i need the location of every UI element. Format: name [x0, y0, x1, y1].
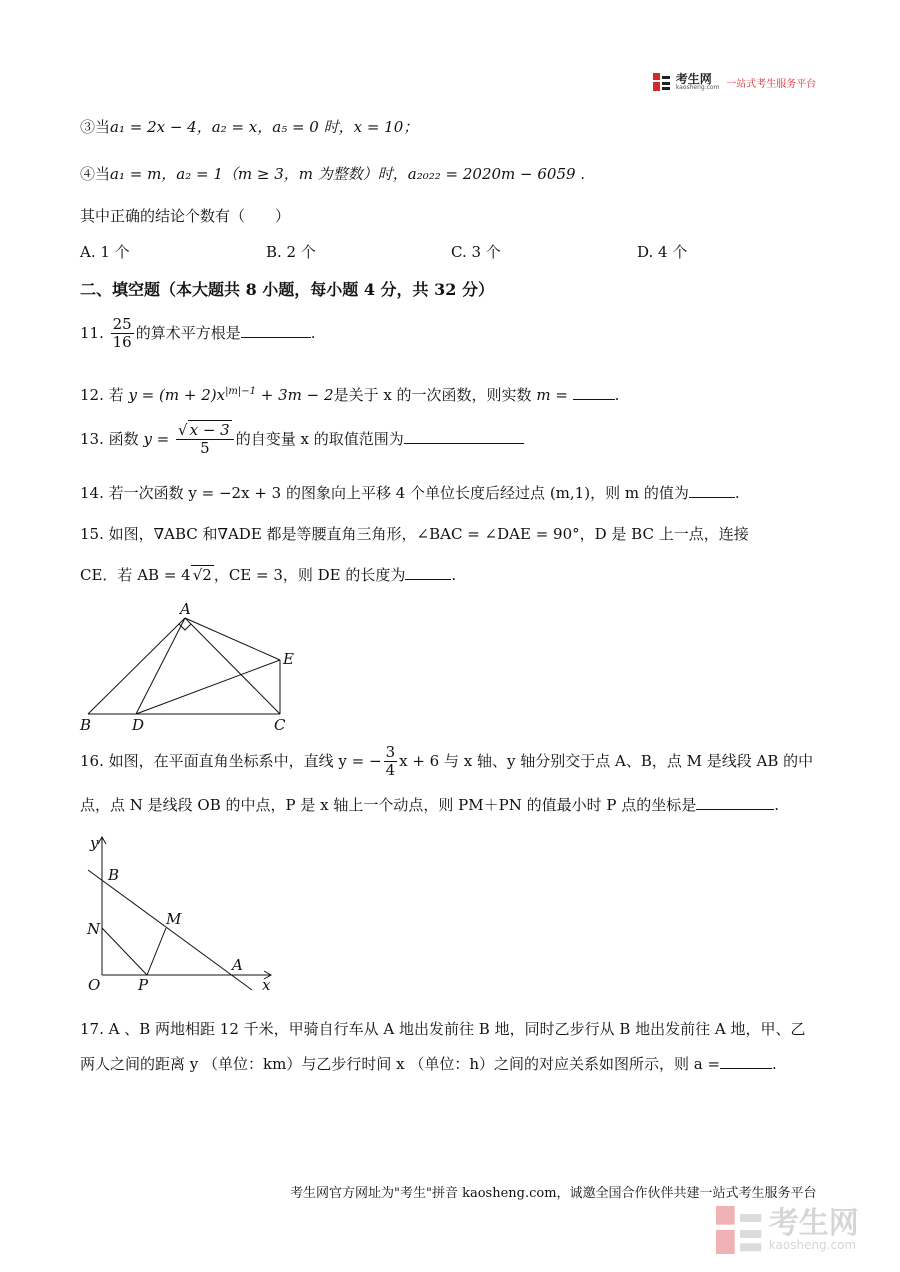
- q16-label-n: N: [87, 920, 101, 938]
- q15-label-b: B: [80, 716, 92, 734]
- logo-slogan: 一站式考生服务平台: [726, 78, 817, 90]
- logo-cn: 考生网: [675, 72, 712, 86]
- question-15-line1: 15. 如图，∇ABC 和∇ADE 都是等腰直角三角形，∠BAC = ∠DAE = 90°，D 是 BC 上一点，连接: [80, 525, 749, 543]
- q16-fraction: $\frac{3}{4}$: [385, 743, 396, 780]
- question-14: 14. 若一次函数 y = −2x + 3 的图象向上平移 4 个单位长度后经过点 (m,1)，则 m 的值为 .: [80, 484, 740, 502]
- question-16-line2: 点，点 N 是线段 OB 的中点，P 是 x 轴上一个动点，则 PM＋PN 的值最小时 P 点的坐标是 .: [80, 796, 779, 814]
- q16-label-y: y: [90, 834, 99, 852]
- q15-triangle-figure: [78, 600, 308, 735]
- q10-question: 其中正确的结论个数有（ ）: [80, 207, 291, 225]
- q16-label-o: O: [88, 976, 101, 994]
- kaosheng-logo-icon: [653, 73, 671, 91]
- q16-answer-blank[interactable]: [696, 795, 774, 810]
- footer-text: 考生网官方网址为"考生"拼音 kaosheng.com，诚邀全国合作伙伴共建一站式考生服务平台: [290, 1186, 817, 1201]
- q10-option-c: C. 3 个: [451, 243, 501, 261]
- q14-answer-blank[interactable]: [689, 483, 735, 498]
- q11-fraction: $\frac{25}{16}$: [112, 315, 132, 352]
- question-11: 11. $\frac{25}{16}$ 的算术平方根是 .: [80, 315, 316, 352]
- question-15-line2: CE．若 AB = 4 √2 ，CE = 3，则 DE 的长度为 .: [80, 566, 457, 584]
- q10-option-a: A. 1 个: [80, 243, 130, 261]
- watermark-cn: 考生网: [768, 1206, 859, 1241]
- q16-label-p: P: [138, 976, 149, 994]
- section-2-title: 二、填空题（本大题共 8 小题，每小题 4 分，共 32 分）: [80, 280, 494, 299]
- question-17-line1: 17. A 、B 两地相距 12 千米，甲骑自行车从 A 地出发前往 B 地，同时乙步行从 B 地出发前往 A 地，甲、乙: [80, 1020, 806, 1038]
- question-16-line1: 16. 如图，在平面直角坐标系中，直线 y = − $\frac{3}{4}$ x + 6 与 x 轴、y 轴分别交于点 A、B，点 M 是线段 AB 的中: [80, 743, 814, 780]
- q15-label-e: E: [283, 650, 294, 668]
- q15-label-a: A: [180, 600, 191, 618]
- q16-coordinate-figure: [80, 830, 285, 1000]
- watermark-en: kaosheng.com: [768, 1238, 857, 1252]
- q12-answer-blank[interactable]: [573, 385, 615, 400]
- q16-label-a: A: [232, 956, 243, 974]
- q15-label-c: C: [274, 716, 286, 734]
- logo-en: kaosheng.com: [675, 84, 720, 91]
- question-13: 13. 函数 y = $\frac{√ x - 3}{5}$ 的自变量 x 的取值范围为: [80, 422, 524, 458]
- q10-option-d: D. 4 个: [637, 243, 688, 261]
- q17-answer-blank[interactable]: [720, 1054, 772, 1069]
- q11-answer-blank[interactable]: [241, 323, 311, 338]
- q16-label-b: B: [108, 866, 120, 884]
- header-logo: [653, 72, 816, 94]
- q16-label-m: M: [166, 910, 182, 928]
- q15-answer-blank[interactable]: [405, 565, 451, 580]
- question-17-line2: 两人之间的距离 y （单位：km）与乙步行时间 x （单位：h）之间的对应关系如图所示，则 a = .: [80, 1055, 777, 1073]
- q16-label-x: x: [262, 976, 271, 994]
- q10-option-b: B. 2 个: [266, 243, 316, 261]
- q13-fraction: $\frac{√ x - 3}{5}$: [176, 422, 234, 458]
- watermark: [716, 1206, 859, 1254]
- q13-answer-blank[interactable]: [404, 429, 524, 444]
- q15-label-d: D: [132, 716, 145, 734]
- q10-item3: ③当a₁ = 2x − 4，a₂ = x，a₅ = 0 时，x = 10；: [80, 118, 419, 136]
- q10-item4: ④当a₁ = m，a₂ = 1（m ≥ 3，m 为整数）时，a₂₀₂₂ = 2020m − 6059 .: [80, 165, 586, 183]
- watermark-logo-icon: [716, 1206, 764, 1254]
- question-12: 12. 若 $y = (m + 2)x^{|m|-1} + 3m - 2$是关于 x 的一次函数，则实数 m = .: [80, 386, 620, 404]
